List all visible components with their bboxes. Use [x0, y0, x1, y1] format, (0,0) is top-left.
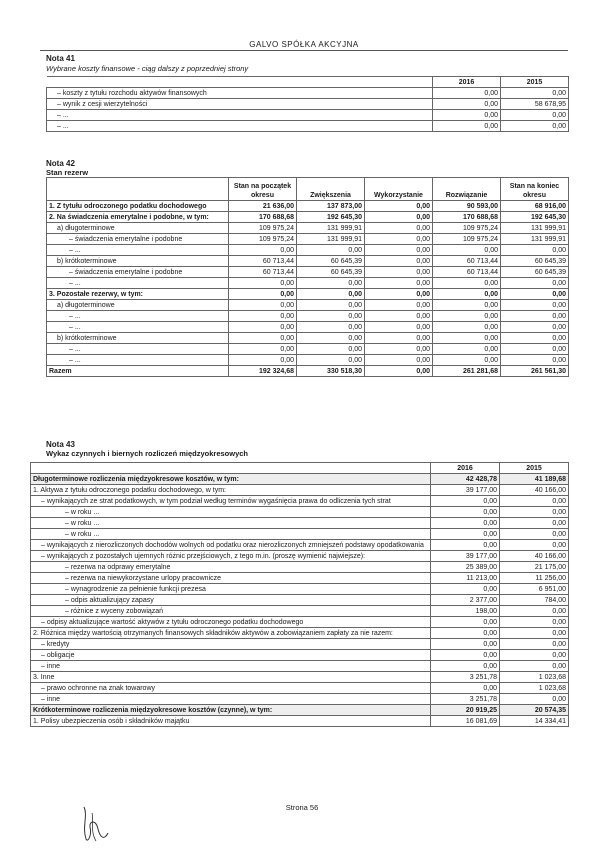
- row-value: 60 645,39: [501, 267, 569, 278]
- value-2016: 39 177,00: [431, 551, 500, 562]
- row-label: – w roku ...: [31, 529, 431, 540]
- value-2016: 0,00: [431, 540, 500, 551]
- row-label: – wynikających z pozostałych ujemnych różnic przejściowych, z tego m.in. (proszę wymienić najwiejsze):: [31, 551, 431, 562]
- value-2016: 3 251,78: [431, 694, 500, 705]
- row-value: 21 636,00: [229, 201, 297, 212]
- row-value: 0,00: [365, 322, 433, 333]
- table-row: [31, 474, 569, 485]
- row-label: 3. Pozostałe rezerwy, w tym:: [47, 289, 229, 300]
- row-value: 0,00: [297, 322, 365, 333]
- row-value: 0,00: [365, 278, 433, 289]
- row-value: 0,00: [433, 245, 501, 256]
- table-row: [31, 672, 569, 683]
- value-2016: 0,00: [431, 650, 500, 661]
- row-value: 90 593,00: [433, 201, 501, 212]
- column-header: 2016: [431, 463, 500, 474]
- value-2016: 0,00: [431, 518, 500, 529]
- value-2015: 40 166,00: [500, 485, 569, 496]
- note42-table: [46, 177, 569, 377]
- row-label: – ...: [47, 311, 229, 322]
- row-label: – koszty z tytułu rozchodu aktywów finansowych: [47, 88, 433, 99]
- table-row: [47, 88, 569, 99]
- value-2016: 2 377,00: [431, 595, 500, 606]
- table-header-row: [47, 77, 569, 88]
- row-label: – wynikających z nierozliczonych dochodów wolnych od podatku oraz nierozliczonych zmniejszeń podstawy opodatkowania: [31, 540, 431, 551]
- row-label: – świadczenia emerytalne i podobne: [47, 267, 229, 278]
- value-2016: 0,00: [433, 121, 501, 132]
- table-row: [47, 278, 569, 289]
- row-label: – ...: [47, 355, 229, 366]
- row-value: 0,00: [365, 234, 433, 245]
- value-2015: 0,00: [500, 496, 569, 507]
- value-2015: 0,00: [500, 650, 569, 661]
- row-label: – ...: [47, 110, 433, 121]
- row-value: 60 713,44: [433, 267, 501, 278]
- row-value: 60 713,44: [229, 256, 297, 267]
- value-2015: 0,00: [500, 606, 569, 617]
- note43-table: [30, 462, 569, 727]
- row-value: 0,00: [501, 278, 569, 289]
- table-row: [31, 716, 569, 727]
- value-2016: 0,00: [431, 617, 500, 628]
- row-value: 0,00: [365, 223, 433, 234]
- row-value: 0,00: [365, 300, 433, 311]
- table-row: [47, 245, 569, 256]
- row-label: 1. Polisy ubezpieczenia osób i składników majątku: [31, 716, 431, 727]
- value-2015: 784,00: [500, 595, 569, 606]
- table-row: [31, 529, 569, 540]
- page-number: Strona 56: [285, 803, 319, 812]
- row-label: – odpis aktualizujący zapasy: [31, 595, 431, 606]
- row-value: 170 688,68: [433, 212, 501, 223]
- row-label: – ...: [47, 278, 229, 289]
- note41-table: [46, 76, 569, 132]
- value-2016: 25 389,00: [431, 562, 500, 573]
- row-value: 0,00: [297, 289, 365, 300]
- table-row: [31, 518, 569, 529]
- table-row: [31, 617, 569, 628]
- row-value: 261 561,30: [501, 366, 569, 377]
- table-row: [47, 322, 569, 333]
- table-row: [47, 300, 569, 311]
- value-2016: 16 081,69: [431, 716, 500, 727]
- row-value: 0,00: [229, 355, 297, 366]
- value-2016: 0,00: [431, 496, 500, 507]
- value-2016: 0,00: [433, 99, 501, 110]
- value-2015: 0,00: [500, 518, 569, 529]
- table-row: [47, 311, 569, 322]
- note42-subtitle: Stan rezerw: [46, 168, 89, 177]
- value-2015: 14 334,41: [500, 716, 569, 727]
- table-row: [31, 551, 569, 562]
- row-label: – rezerwa na niewykorzystane urlopy pracownicze: [31, 573, 431, 584]
- row-value: 0,00: [365, 355, 433, 366]
- row-value: 0,00: [433, 300, 501, 311]
- value-2016: 0,00: [431, 507, 500, 518]
- value-2015: 6 951,00: [500, 584, 569, 595]
- row-value: 0,00: [433, 311, 501, 322]
- row-value: 109 975,24: [433, 234, 501, 245]
- row-value: 0,00: [365, 344, 433, 355]
- row-value: 192 645,30: [501, 212, 569, 223]
- row-value: 0,00: [365, 311, 433, 322]
- value-2015: 0,00: [500, 639, 569, 650]
- table-row: [31, 496, 569, 507]
- table-row: [47, 355, 569, 366]
- table-row: [31, 584, 569, 595]
- value-2015: 0,00: [500, 617, 569, 628]
- column-header: Wykorzystanie: [365, 178, 433, 201]
- value-2016: 42 428,78: [431, 474, 500, 485]
- table-row: [31, 485, 569, 496]
- row-value: 0,00: [433, 278, 501, 289]
- value-2015: 40 166,00: [500, 551, 569, 562]
- table-row: [31, 683, 569, 694]
- value-2015: 58 678,95: [501, 99, 569, 110]
- row-value: 0,00: [365, 245, 433, 256]
- row-value: 0,00: [433, 344, 501, 355]
- row-value: 0,00: [501, 289, 569, 300]
- value-2016: 0,00: [431, 628, 500, 639]
- table-row: [31, 573, 569, 584]
- row-value: 261 281,68: [433, 366, 501, 377]
- table-row: [31, 639, 569, 650]
- table-row: [31, 562, 569, 573]
- row-value: 68 916,00: [501, 201, 569, 212]
- table-row: [31, 628, 569, 639]
- row-label: – obligacje: [31, 650, 431, 661]
- note42-title: Nota 42: [46, 159, 75, 168]
- value-2016: 0,00: [431, 661, 500, 672]
- column-header: 2015: [501, 77, 569, 88]
- table-row: [31, 661, 569, 672]
- column-header: Stan na początek okresu: [229, 178, 297, 201]
- row-value: 0,00: [229, 322, 297, 333]
- row-value: 60 645,39: [501, 256, 569, 267]
- row-value: 0,00: [501, 311, 569, 322]
- value-2015: 11 256,00: [500, 573, 569, 584]
- row-value: 109 975,24: [229, 223, 297, 234]
- value-2016: 0,00: [431, 683, 500, 694]
- row-value: 330 518,30: [297, 366, 365, 377]
- table-row: [31, 540, 569, 551]
- row-value: 0,00: [433, 322, 501, 333]
- row-label: – kredyty: [31, 639, 431, 650]
- table-row: [31, 650, 569, 661]
- row-value: 131 999,91: [297, 223, 365, 234]
- row-label: – rezerwa na odprawy emerytalne: [31, 562, 431, 573]
- row-value: 109 975,24: [433, 223, 501, 234]
- row-value: 0,00: [365, 333, 433, 344]
- row-label: – ...: [47, 121, 433, 132]
- value-2016: 39 177,00: [431, 485, 500, 496]
- column-header: Zwiększenia: [297, 178, 365, 201]
- row-label: – świadczenia emerytalne i podobne: [47, 234, 229, 245]
- row-value: 0,00: [433, 333, 501, 344]
- row-value: 0,00: [229, 245, 297, 256]
- table-row: [47, 256, 569, 267]
- row-value: 0,00: [501, 322, 569, 333]
- table-row: [31, 694, 569, 705]
- value-2016: 0,00: [433, 88, 501, 99]
- row-label: – inne: [31, 661, 431, 672]
- table-row: [47, 110, 569, 121]
- row-value: 0,00: [297, 278, 365, 289]
- row-value: 0,00: [365, 201, 433, 212]
- table-row: [47, 366, 569, 377]
- row-label: Długoterminowe rozliczenia międzyokresowe kosztów, w tym:: [31, 474, 431, 485]
- column-header: 2016: [433, 77, 501, 88]
- table-row: [47, 344, 569, 355]
- row-value: 131 999,91: [501, 234, 569, 245]
- signature-icon: [78, 805, 112, 845]
- note41-subtitle: Wybrane koszty finansowe - ciąg dalszy z poprzedniej strony: [46, 64, 249, 73]
- value-2015: 21 175,00: [500, 562, 569, 573]
- table-row: [31, 606, 569, 617]
- value-2016: 0,00: [433, 110, 501, 121]
- table-header-row: [47, 178, 569, 201]
- table-header-row: [31, 463, 569, 474]
- row-label: b) krótkoterminowe: [47, 256, 229, 267]
- row-value: 0,00: [297, 355, 365, 366]
- value-2015: 0,00: [501, 121, 569, 132]
- value-2015: 1 023,68: [500, 672, 569, 683]
- row-value: 60 645,39: [297, 267, 365, 278]
- value-2016: 198,00: [431, 606, 500, 617]
- row-value: 0,00: [229, 278, 297, 289]
- row-label: Razem: [47, 366, 229, 377]
- row-value: 0,00: [229, 333, 297, 344]
- row-value: 0,00: [365, 366, 433, 377]
- row-value: 0,00: [365, 212, 433, 223]
- note41-title: Nota 41: [46, 54, 75, 63]
- row-label: a) długoterminowe: [47, 223, 229, 234]
- value-2015: 0,00: [500, 661, 569, 672]
- row-label: 3. Inne: [31, 672, 431, 683]
- row-label: – prawo ochronne na znak towarowy: [31, 683, 431, 694]
- row-value: 131 999,91: [501, 223, 569, 234]
- column-header: 2015: [500, 463, 569, 474]
- value-2015: 1 023,68: [500, 683, 569, 694]
- table-row: [47, 99, 569, 110]
- row-label: – ...: [47, 344, 229, 355]
- row-label: 2. Różnica między wartością otrzymanych finansowych składników aktywów a zobowiązaniem zapłaty za nie razem:: [31, 628, 431, 639]
- table-row: [47, 212, 569, 223]
- table-row: [47, 201, 569, 212]
- value-2015: 20 574,35: [500, 705, 569, 716]
- row-value: 0,00: [501, 245, 569, 256]
- value-2016: 3 251,78: [431, 672, 500, 683]
- column-header: Stan na koniec okresu: [501, 178, 569, 201]
- row-value: 0,00: [365, 256, 433, 267]
- table-row: [31, 705, 569, 716]
- row-label: – odpisy aktualizujące wartość aktywów z tytułu odroczonego podatku dochodowego: [31, 617, 431, 628]
- row-label: – wynagrodzenie za pełnienie funkcji prezesa: [31, 584, 431, 595]
- row-label: 1. Aktywa z tytułu odroczonego podatku dochodowego, w tym:: [31, 485, 431, 496]
- row-label: – inne: [31, 694, 431, 705]
- row-value: 192 324,68: [229, 366, 297, 377]
- row-value: 137 873,00: [297, 201, 365, 212]
- value-2015: 0,00: [500, 507, 569, 518]
- value-2015: 0,00: [500, 694, 569, 705]
- row-value: 0,00: [297, 344, 365, 355]
- row-value: 0,00: [501, 333, 569, 344]
- row-value: 0,00: [229, 289, 297, 300]
- row-label: a) długoterminowe: [47, 300, 229, 311]
- table-row: [47, 223, 569, 234]
- value-2016: 20 919,25: [431, 705, 500, 716]
- row-value: 0,00: [297, 311, 365, 322]
- table-row: [47, 333, 569, 344]
- row-value: 192 645,30: [297, 212, 365, 223]
- row-value: 0,00: [297, 245, 365, 256]
- row-value: 0,00: [501, 300, 569, 311]
- column-header: Rozwiązanie: [433, 178, 501, 201]
- row-value: 60 713,44: [433, 256, 501, 267]
- value-2015: 0,00: [500, 628, 569, 639]
- value-2016: 0,00: [431, 584, 500, 595]
- row-value: 0,00: [365, 267, 433, 278]
- row-label: b) krótkoterminowe: [47, 333, 229, 344]
- table-row: [47, 234, 569, 245]
- row-value: 0,00: [501, 355, 569, 366]
- note43-title: Nota 43: [46, 440, 75, 449]
- row-label: – ...: [47, 322, 229, 333]
- row-value: 0,00: [297, 300, 365, 311]
- row-label: Krótkoterminowe rozliczenia międzyokresowe kosztów (czynne), w tym:: [31, 705, 431, 716]
- row-value: 109 975,24: [229, 234, 297, 245]
- row-value: 0,00: [229, 311, 297, 322]
- value-2016: 0,00: [431, 529, 500, 540]
- value-2015: 0,00: [501, 88, 569, 99]
- value-2015: 0,00: [500, 529, 569, 540]
- row-label: – różnice z wyceny zobowiązań: [31, 606, 431, 617]
- value-2015: 0,00: [500, 540, 569, 551]
- row-value: 0,00: [365, 289, 433, 300]
- row-label: – wynikających ze strat podatkowych, w tym podział według terminów wygaśnięcia prawa do odliczenia tych strat: [31, 496, 431, 507]
- row-label: – wynik z cesji wierzytelności: [47, 99, 433, 110]
- row-value: 60 713,44: [229, 267, 297, 278]
- row-label: 2. Na świadczenia emerytalne i podobne, w tym:: [47, 212, 229, 223]
- row-label: – w roku ...: [31, 518, 431, 529]
- table-row: [31, 507, 569, 518]
- row-value: 170 688,68: [229, 212, 297, 223]
- row-value: 0,00: [501, 344, 569, 355]
- value-2016: 0,00: [431, 639, 500, 650]
- row-label: 1. Z tytułu odroczonego podatku dochodowego: [47, 201, 229, 212]
- row-label: – w roku ...: [31, 507, 431, 518]
- row-value: 60 645,39: [297, 256, 365, 267]
- table-row: [47, 267, 569, 278]
- table-row: [47, 289, 569, 300]
- value-2015: 41 189,68: [500, 474, 569, 485]
- row-label: – ...: [47, 245, 229, 256]
- row-value: 0,00: [229, 300, 297, 311]
- table-row: [31, 595, 569, 606]
- row-value: 0,00: [433, 289, 501, 300]
- company-header: GALVO SPÓŁKA AKCYJNA: [40, 40, 568, 51]
- note43-subtitle: Wykaz czynnych i biernych rozliczeń międzyokresowych: [46, 449, 249, 458]
- table-row: [47, 121, 569, 132]
- row-value: 131 999,91: [297, 234, 365, 245]
- row-value: 0,00: [433, 355, 501, 366]
- value-2016: 11 213,00: [431, 573, 500, 584]
- row-value: 0,00: [297, 333, 365, 344]
- row-value: 0,00: [229, 344, 297, 355]
- value-2015: 0,00: [501, 110, 569, 121]
